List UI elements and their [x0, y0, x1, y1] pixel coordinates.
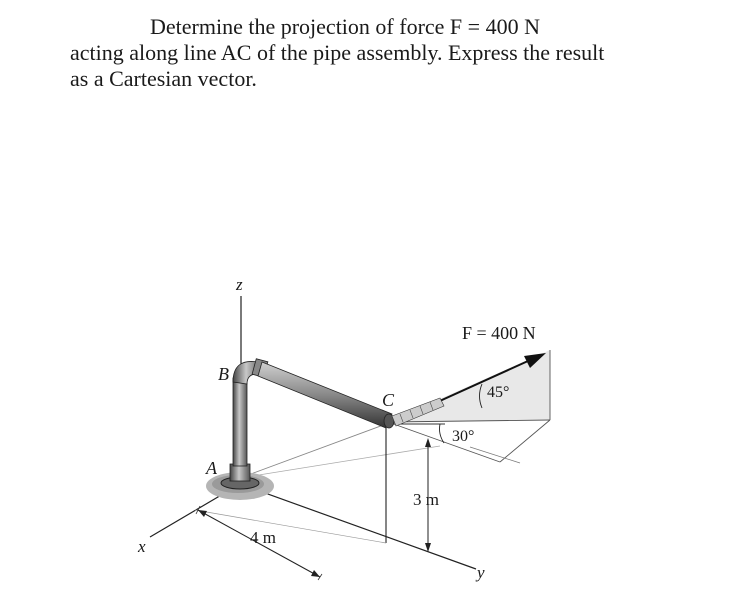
problem-line-1: Determine the projection of force F = 400 N	[150, 14, 540, 39]
dim-3m-label: 3 m	[413, 490, 439, 509]
base-fitting	[230, 464, 250, 481]
dim-4m-label: 4 m	[250, 528, 276, 547]
axis-x-label: x	[138, 537, 146, 556]
angle-30-label: 30°	[452, 428, 475, 445]
point-b-label: B	[218, 364, 229, 384]
angle-45-label: 45°	[487, 384, 510, 401]
axis-y-label: y	[477, 563, 485, 582]
dim-4m-arrow-c-icon	[311, 570, 320, 577]
force-label: F = 400 N	[462, 323, 536, 343]
y-axis-line	[240, 484, 476, 569]
point-c-label: C	[382, 390, 395, 410]
axis-z-label: z	[236, 275, 243, 294]
force-diagonal	[500, 420, 550, 462]
point-a-label: A	[206, 458, 217, 478]
pipe-bc	[258, 362, 392, 428]
angle-30-arc	[440, 424, 445, 443]
projection-line	[240, 446, 440, 478]
problem-line-2: acting along line AC of the pipe assembly. Express the result	[70, 40, 605, 65]
force-y-proj	[388, 422, 500, 462]
pipe-ab	[233, 378, 247, 466]
dim-4m-arrow-a-icon	[198, 510, 207, 517]
dim-3m-arrow-top-icon	[425, 438, 431, 447]
line-ac	[240, 424, 386, 478]
problem-line-3: as a Cartesian vector.	[70, 66, 257, 91]
